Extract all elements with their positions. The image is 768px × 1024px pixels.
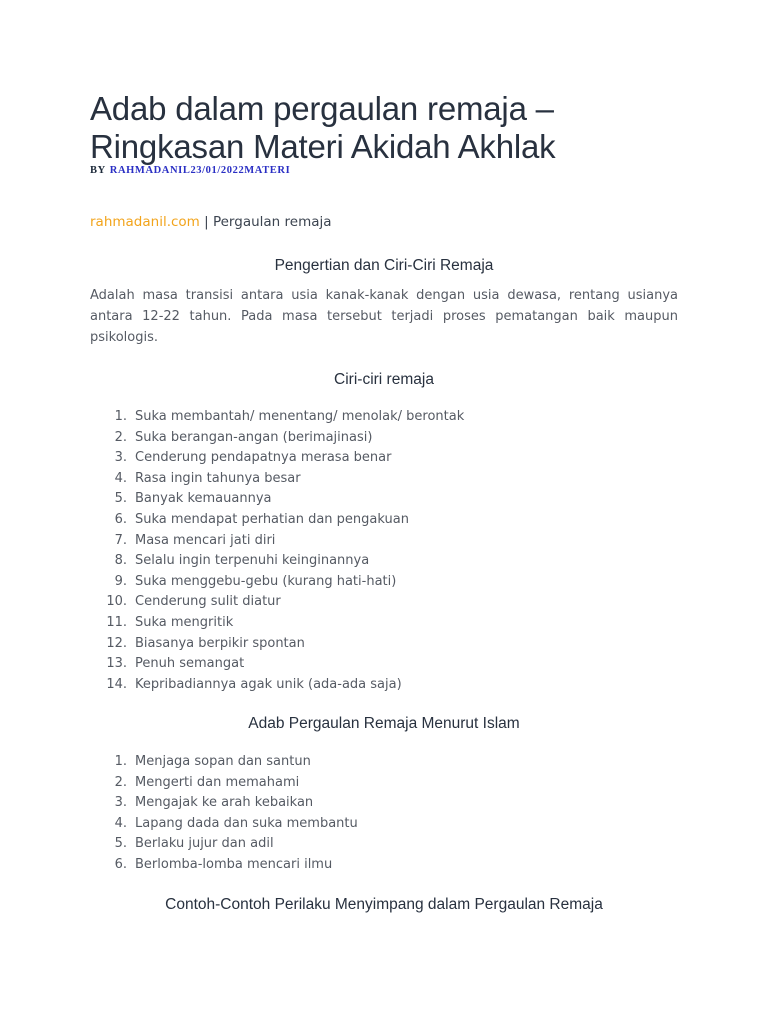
list-item-number: 14. — [106, 676, 127, 692]
section-paragraph-pengertian: Adalah masa transisi antara usia kanak-kanak dengan usia dewasa, rentang usianya antara 12-22 tahun. Pada masa tersebut terjadi proses pematangan baik maupun psikologis. — [90, 288, 678, 345]
list-item — [90, 428, 650, 449]
source-topic: Pergaulan remaja — [212, 214, 332, 230]
list-item — [90, 675, 650, 696]
list-item-number: 1. — [114, 409, 127, 424]
list-item-number: 1. — [114, 754, 127, 769]
list-item-text: Selalu ingin terpenuhi keinginannya — [135, 553, 370, 569]
list-item-number: 5. — [114, 836, 127, 852]
list-item — [90, 531, 650, 552]
list-item — [90, 752, 650, 773]
list-item-number: 3. — [114, 450, 127, 466]
source-site-link[interactable]: rahmadanil.com — [90, 214, 200, 230]
list-item-number: 7. — [114, 532, 127, 548]
list-item-text: Cenderung pendapatnya merasa benar — [135, 450, 392, 466]
list-item-text: Menjaga sopan dan santun — [135, 754, 311, 769]
list-item — [90, 855, 650, 876]
list-item-number: 9. — [114, 573, 127, 589]
list-item — [90, 510, 650, 531]
article-title-line-2: Ringkasan Materi Akidah Akhlak — [90, 128, 556, 165]
list-item — [90, 793, 650, 814]
list-item-text: Suka mengritik — [135, 614, 234, 630]
source-separator: | — [199, 214, 213, 230]
section-heading-contoh-perilaku: Contoh-Contoh Perilaku Menyimpang dalam Pergaulan Remaja — [165, 896, 603, 913]
list-item — [90, 407, 650, 428]
list-item — [90, 654, 650, 675]
list-item-number: 8. — [114, 553, 127, 569]
list-item-text: Suka menggebu-gebu (kurang hati-hati) — [135, 573, 397, 589]
list-item-number: 10. — [106, 594, 127, 610]
list-item-text: Biasanya berpikir spontan — [135, 635, 305, 651]
list-item — [90, 489, 650, 510]
list-item-number: 2. — [114, 774, 127, 790]
list-item-number: 6. — [114, 511, 127, 527]
list-item-number: 4. — [114, 815, 127, 831]
list-item — [90, 572, 650, 593]
list-item-number: 3. — [114, 795, 127, 811]
byline-by-label: BY — [90, 165, 106, 176]
ciri-ciri-list — [90, 407, 650, 695]
list-item-text: Mengajak ke arah kebaikan — [135, 795, 314, 811]
section-heading-pengertian: Pengertian dan Ciri-Ciri Remaja — [274, 257, 494, 274]
byline-author-date-category-link[interactable]: RAHMADANIL23/01/2022MATERI — [109, 165, 291, 176]
section-heading-adab-pergaulan: Adab Pergaulan Remaja Menurut Islam — [248, 715, 520, 732]
list-item-number: 12. — [106, 635, 127, 651]
list-item-text: Lapang dada dan suka membantu — [135, 815, 358, 831]
list-item-text: Rasa ingin tahunya besar — [135, 470, 301, 486]
list-item-number: 4. — [114, 470, 127, 486]
byline — [90, 164, 290, 178]
section-heading-ciri-ciri: Ciri-ciri remaja — [334, 371, 434, 388]
list-item-number: 2. — [114, 429, 127, 445]
list-item-number: 5. — [114, 491, 127, 507]
list-item-text: Suka membantah/ menentang/ menolak/ berontak — [135, 409, 465, 424]
list-item-text: Kepribadiannya agak unik (ada-ada saja) — [135, 676, 402, 692]
source-line — [90, 213, 332, 231]
list-item-number: 11. — [106, 614, 127, 630]
list-item-text: Berlaku jujur dan adil — [135, 836, 274, 852]
list-item-text: Masa mencari jati diri — [135, 532, 276, 548]
list-item-text: Banyak kemauannya — [135, 491, 272, 507]
article-title — [90, 90, 710, 166]
list-item-text: Cenderung sulit diatur — [135, 594, 281, 610]
list-item-number: 6. — [114, 856, 127, 872]
list-item — [90, 469, 650, 490]
list-item — [90, 634, 650, 655]
adab-pergaulan-list — [90, 752, 650, 876]
list-item — [90, 551, 650, 572]
list-item-text: Penuh semangat — [135, 656, 245, 672]
list-item-text: Mengerti dan memahami — [135, 774, 300, 790]
list-item — [90, 448, 650, 469]
list-item — [90, 834, 650, 855]
article-title-line-1: Adab dalam pergaulan remaja – — [90, 90, 554, 127]
list-item — [90, 814, 650, 835]
list-item — [90, 613, 650, 634]
list-item-text: Berlomba-lomba mencari ilmu — [135, 856, 333, 872]
list-item-text: Suka berangan-angan (berimajinasi) — [135, 429, 373, 445]
list-item-number: 13. — [106, 656, 127, 672]
list-item — [90, 592, 650, 613]
list-item — [90, 773, 650, 794]
list-item-text: Suka mendapat perhatian dan pengakuan — [135, 511, 409, 527]
